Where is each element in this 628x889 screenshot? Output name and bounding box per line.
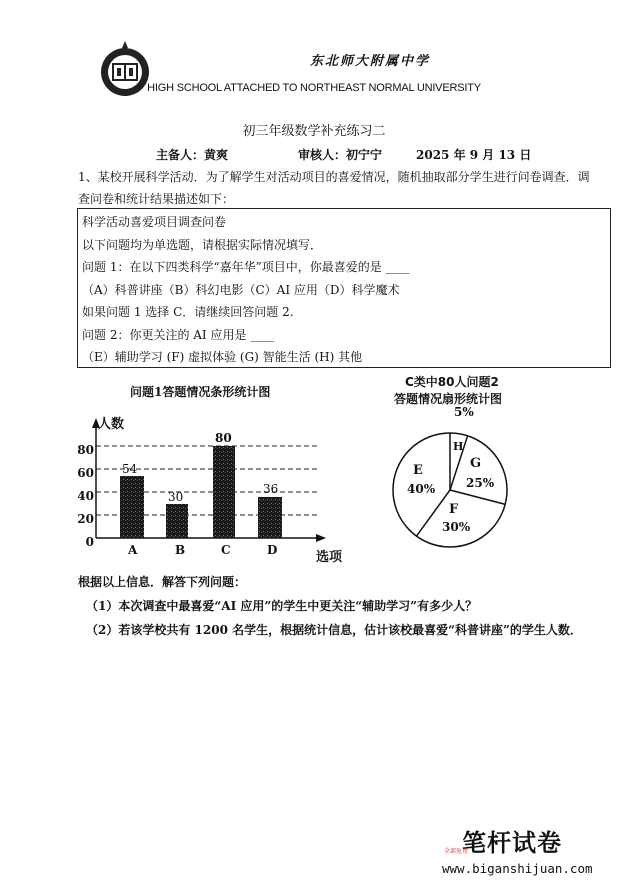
x-tick-b: B — [175, 543, 186, 557]
survey-instruction: 以下问题均为单选题，请根据实际情况填写． — [82, 237, 323, 252]
x-tick-a: A — [128, 543, 138, 557]
pie-chart — [380, 420, 520, 560]
watermark-free-tag: 全部免费 — [444, 848, 469, 855]
pie-pct-e: 40% — [407, 482, 436, 496]
y-tick-labels: 80 60 40 20 0 — [77, 443, 94, 549]
sub-question-2: （2）若该学校共有 1200 名学生，根据统计信息，估计该校最喜爱“科普讲座”的学生人数． — [86, 623, 582, 637]
intro-line-1: 1、某校开展科学活动．为了解学生对活动项目的喜爱情况，随机抽取部分学生进行问卷调查．调 — [78, 170, 590, 184]
x-axis-label: 选项 — [316, 550, 343, 565]
intro-line-2: 查问卷和统计结果描述如下： — [78, 192, 235, 206]
pie-label-f: F — [449, 502, 459, 517]
watermark-url[interactable]: www.biganshijuan.com — [442, 861, 593, 876]
survey-options-2: （E）辅助学习 (F) 虚拟体验 (G) 智能生活 (H) 其他 — [82, 350, 363, 364]
date: 2025 年 9 月 13 日 — [416, 148, 532, 162]
sub-question-1: （1）本次调查中最喜爱“AI 应用”的学生中更关注“辅助学习”有多少人？ — [86, 599, 478, 613]
bar-d — [258, 497, 282, 538]
bar-value-d: 36 — [263, 482, 279, 496]
pie-pct-g: 25% — [466, 476, 495, 490]
worksheet-title: 初三年级数学补充练习二 — [242, 124, 386, 139]
pie-label-h: H — [453, 440, 464, 453]
pie-label-g: G — [470, 456, 482, 471]
survey-box — [77, 208, 611, 368]
x-axis-arrow-icon — [316, 534, 326, 542]
x-tick-c: C — [221, 543, 231, 557]
survey-condition: 如果问题 1 选择 C．请继续回答问题 2. — [82, 305, 294, 319]
x-tick-d: D — [267, 543, 278, 557]
bar-value-b: 30 — [168, 490, 184, 504]
pie-chart-title-2: 答题情况扇形统计图 — [394, 392, 503, 406]
survey-question-2: 问题 2：你更关注的 AI 应用是 ____ — [82, 327, 275, 342]
survey-question-1: 问题 1：在以下四类科学“嘉年华”项目中，你最喜爱的是 ____ — [82, 260, 410, 274]
questions-lead: 根据以上信息．解答下列问题： — [78, 575, 247, 589]
bar-chart-title: 问题1答题情况条形统计图 — [130, 385, 271, 399]
survey-options-1: （A）科普讲座（B）科幻电影（C）AI 应用（D）科学魔术 — [82, 282, 400, 297]
pie-pct-h: 5% — [454, 405, 474, 419]
y-axis-label: 人数 — [98, 417, 125, 432]
watermark-brand: 笔杆试卷 — [462, 829, 562, 857]
question1-intro — [78, 166, 618, 210]
bar-value-a: 54 — [122, 462, 138, 476]
preparer: 主备人：黄爽 — [156, 148, 229, 162]
pie-pct-f: 30% — [442, 520, 471, 534]
pie-label-e: E — [413, 463, 423, 478]
survey-title: 科学活动喜爱项目调查问卷 — [82, 215, 227, 229]
reviewer: 审核人：初宁宁 — [298, 148, 383, 162]
bar-c — [213, 446, 235, 538]
school-name-cn: 东北师大附属中学 — [310, 54, 431, 69]
bar-value-c: 80 — [215, 431, 232, 445]
school-name-en: HIGH SCHOOL ATTACHED TO NORTHEAST NORMAL UNIVERSITY — [147, 82, 481, 94]
pie-chart-title-1: C类中80人问题2 — [405, 375, 499, 389]
bar-b — [166, 504, 188, 538]
bar-a — [120, 476, 144, 538]
questions-section — [78, 570, 582, 642]
